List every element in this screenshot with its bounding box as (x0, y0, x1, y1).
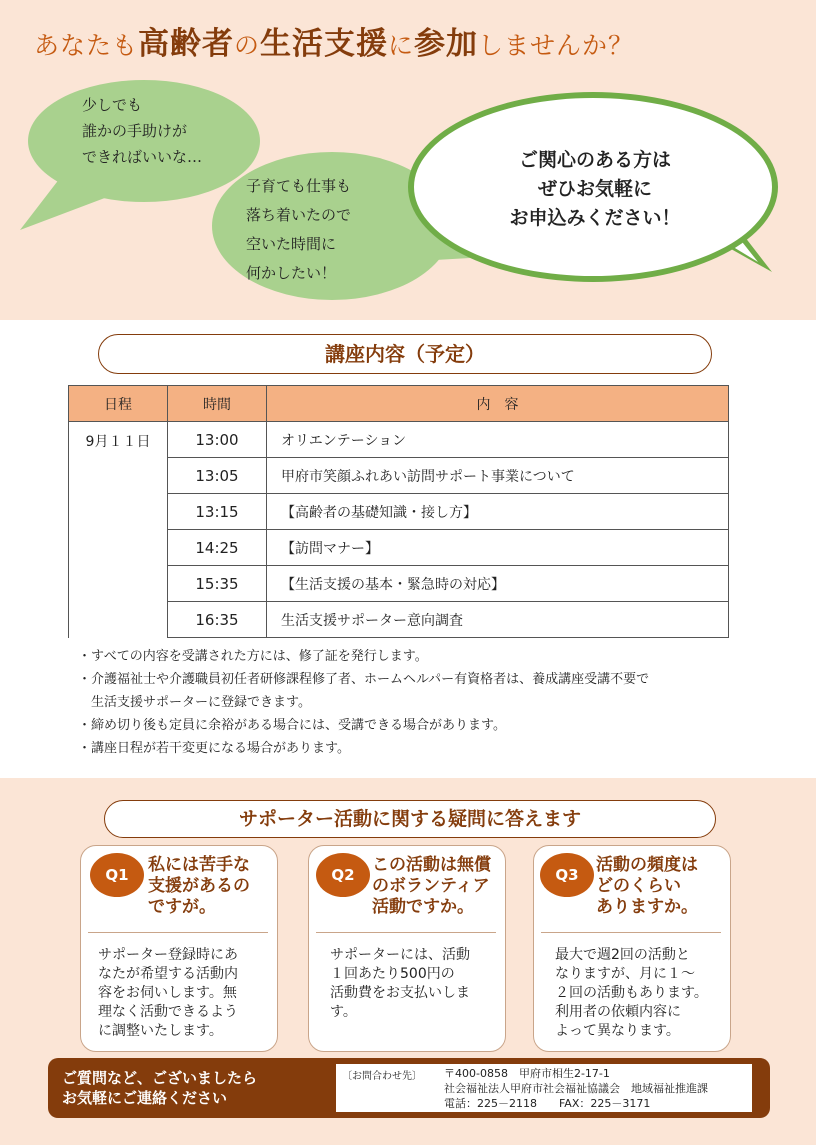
q1-badge: Q1 (90, 853, 144, 897)
column-header-time: 時間 (168, 386, 267, 422)
course-title: 講座内容（予定） (98, 334, 712, 374)
question-line: のボランティア (372, 876, 490, 896)
answer-line: 活動費をお支払いしま (330, 985, 470, 1001)
contact-message (62, 1068, 257, 1108)
headline-part: に (388, 31, 415, 60)
table-row (69, 494, 729, 530)
q1-answer (98, 946, 238, 1041)
note-line: ・すべての内容を受講された方には、修了証を発行します。 (78, 649, 428, 664)
bubble-line: 何かしたい！ (246, 264, 337, 282)
table-header-row (69, 386, 729, 422)
bubble-line: お申込みください！ (509, 207, 681, 229)
q3-divider (541, 932, 721, 933)
schedule-date: 9月１１日 (69, 422, 168, 638)
table-row (69, 530, 729, 566)
schedule-content: 甲府市笑顔ふれあい訪問サポート事業について (267, 458, 729, 494)
answer-line: 利用者の依頼内容に (555, 1004, 681, 1020)
question-line: 私には苦手な (148, 855, 250, 875)
table-row (69, 566, 729, 602)
headline-emphasis: 参加 (414, 26, 479, 62)
table-row (69, 422, 729, 458)
question-line: この活動は無償 (372, 855, 491, 875)
contact-details (444, 1066, 708, 1111)
headline-part: あなたも (34, 31, 139, 60)
speech-bubble-3-text (460, 146, 730, 233)
bubble-line: できればいいな… (82, 148, 203, 166)
answer-line: に調整いたします。 (98, 1023, 223, 1039)
answer-line: 理なく活動できるよう (98, 1004, 238, 1020)
schedule-content: 【生活支援の基本・緊急時の対応】 (267, 566, 729, 602)
table-row (69, 602, 729, 638)
schedule-time: 13:05 (168, 458, 267, 494)
q2-question (372, 855, 491, 918)
q2-answer (330, 946, 470, 1022)
question-line: ありますか。 (596, 897, 698, 917)
schedule-time: 13:00 (168, 422, 267, 458)
q3-question (596, 855, 698, 918)
note-line: ・締め切り後も定員に余裕がある場合には、受講できる場合があります。 (78, 718, 506, 733)
contact-message-line: お気軽にご連絡ください (62, 1089, 228, 1107)
answer-line: なたが希望する活動内 (98, 966, 238, 982)
contact-organization: 社会福祉法人甲府市社会福祉協議会 地域福祉推進課 (444, 1082, 708, 1095)
answer-line: サポーター登録時にあ (98, 947, 238, 963)
note-line: ・講座日程が若干変更になる場合があります。 (78, 741, 350, 756)
column-header-date: 日程 (69, 386, 168, 422)
column-header-content: 内 容 (267, 386, 729, 422)
question-line: 活動の頻度は (596, 855, 698, 875)
schedule-time: 16:35 (168, 602, 267, 638)
answer-line: よって異なります。 (555, 1023, 680, 1039)
schedule-time: 13:15 (168, 494, 267, 530)
contact-address: 〒400-0858 甲府市相生2-17-1 (444, 1067, 610, 1080)
bubble-line: ご関心のある方は (518, 149, 671, 171)
answer-line: す。 (330, 1004, 357, 1020)
bubble-line: ぜひお気軽に (537, 178, 652, 200)
bubble-line: 少しでも (82, 96, 143, 114)
schedule-content: 【訪問マナー】 (267, 530, 729, 566)
note-line: 生活支援サポーターに登録できます。 (78, 695, 311, 710)
headline-part: の (234, 31, 261, 60)
answer-line: サポーターには、活動 (330, 947, 470, 963)
contact-message-line: ご質問など、ございましたら (62, 1069, 258, 1087)
q3-answer (555, 946, 708, 1041)
bubble-line: 落ち着いたので (246, 206, 352, 224)
bubble-line: 誰かの手助けが (82, 122, 188, 140)
q3-badge: Q3 (540, 853, 594, 897)
answer-line: 容をお伺いします。無 (98, 985, 237, 1001)
bubble-line: 空いた時間に (246, 235, 337, 253)
headline-emphasis: 生活支援 (260, 26, 389, 62)
schedule-content: オリエンテーション (267, 422, 729, 458)
speech-bubble-2-text (246, 172, 351, 288)
answer-line: 最大で週2回の活動と (555, 947, 690, 963)
schedule-time: 14:25 (168, 530, 267, 566)
course-notes (78, 645, 649, 760)
headline-emphasis: 高齢者 (138, 26, 235, 62)
schedule-time: 15:35 (168, 566, 267, 602)
bubble-line: 子育ても仕事も (246, 177, 352, 195)
question-line: 支援があるの (148, 876, 250, 896)
q2-badge: Q2 (316, 853, 370, 897)
note-line: ・介護福祉士や介護職員初任者研修課程修了者、ホームヘルパー有資格者は、養成講座受講不要で (78, 672, 650, 687)
contact-phone: 電話：225－2118 FAX：225－3171 (444, 1097, 651, 1110)
faq-title: サポーター活動に関する疑問に答えます (104, 800, 716, 838)
answer-line: １回あたり500円の (330, 966, 455, 982)
table-row (69, 458, 729, 494)
speech-bubble-1-text (82, 92, 202, 170)
schedule-content: 生活支援サポーター意向調査 (267, 602, 729, 638)
answer-line: ２回の活動もあります。 (555, 985, 708, 1001)
question-line: ですが。 (148, 897, 216, 917)
q1-question (148, 855, 250, 918)
q1-divider (88, 932, 268, 933)
answer-line: なりますが、月に１～ (555, 966, 695, 982)
headline-part: しませんか？ (478, 31, 635, 60)
schedule-table (68, 385, 729, 638)
q2-divider (316, 932, 496, 933)
question-line: どのくらい (596, 876, 681, 896)
contact-label: 〔お問合わせ先〕 (342, 1071, 422, 1082)
schedule-content: 【高齢者の基礎知識・接し方】 (267, 494, 729, 530)
question-line: 活動ですか。 (372, 897, 474, 917)
